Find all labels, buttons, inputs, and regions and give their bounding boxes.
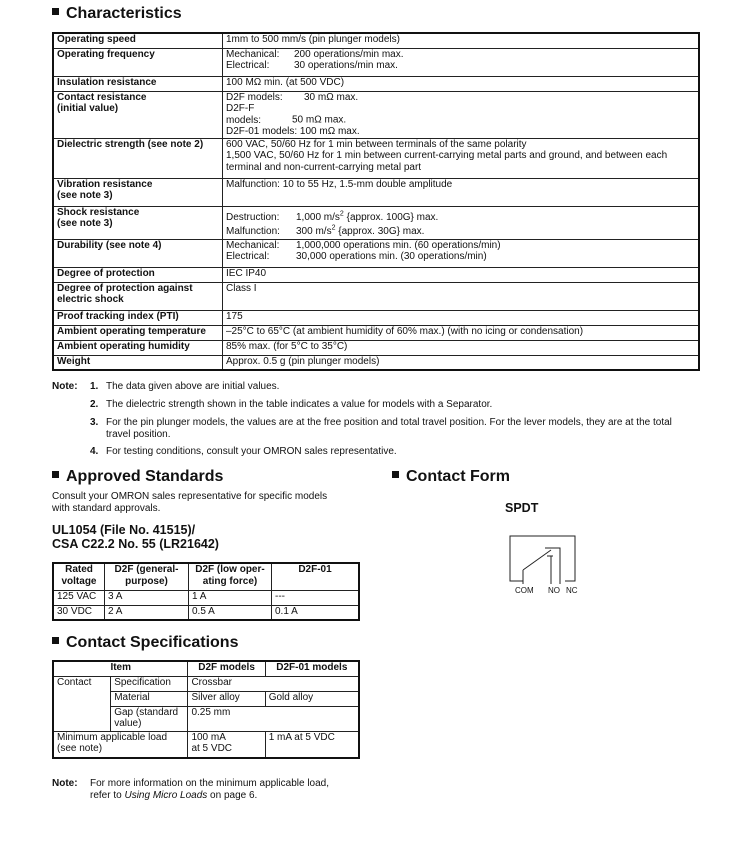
table-cell: 100 mA at 5 VDC xyxy=(188,731,265,758)
table-cell: 1 mA at 5 VDC xyxy=(265,731,359,758)
bullet-square-icon xyxy=(392,471,399,478)
table-cell: 3 A xyxy=(105,590,189,605)
table-row xyxy=(53,310,699,325)
row-label: Ambient operating humidity xyxy=(53,340,223,355)
row-value: Class I xyxy=(223,282,700,310)
contact-specifications-table xyxy=(52,660,360,759)
table-row xyxy=(53,267,699,282)
row-label: Degree of protection against electric shock xyxy=(53,282,223,310)
contact-form-heading: Contact Form xyxy=(392,468,510,486)
note-text: The data given above are initial values. xyxy=(106,381,280,392)
row-value: 100 MΩ min. (at 500 VDC) xyxy=(223,76,700,91)
table-cell: Gold alloy xyxy=(265,691,359,706)
column-header: Rated voltage xyxy=(53,563,105,590)
column-header: D2F (low oper- ating force) xyxy=(189,563,272,590)
table-row xyxy=(53,48,699,76)
table-cell: --- xyxy=(272,590,360,605)
row-value: 85% max. (for 5°C to 35°C) xyxy=(223,340,700,355)
row-value: IEC IP40 xyxy=(223,267,700,282)
note-number: 3. xyxy=(90,417,99,428)
table-header-row xyxy=(53,661,359,676)
table-row xyxy=(53,138,699,178)
table-row xyxy=(53,76,699,91)
note-number: 2. xyxy=(90,399,99,410)
table-row xyxy=(53,676,359,691)
bottom-note-text: For more information on the minimum applicable load, refer to Using Micro Loads on page 6. xyxy=(90,778,329,801)
table-cell: 30 VDC xyxy=(53,605,105,620)
table-header-row xyxy=(53,563,359,590)
approved-standards-heading: Approved Standards xyxy=(52,468,223,486)
table-row xyxy=(53,605,359,620)
approved-intro: Consult your OMRON sales representative for specific models with standard approvals. xyxy=(52,491,328,514)
row-value: Destruction: 1,000 $m/s^2$ {approx. 100G} max. Malfunction: 300 $m/s^2$ {approx. 30G} max. xyxy=(223,206,700,239)
column-header: D2F-01 xyxy=(272,563,360,590)
row-label: Dielectric strength (see note 2) xyxy=(53,138,223,178)
row-value: D2F models: 30 mΩ max. D2F-F models: 50 mΩ max. D2F-01 models: 100 mΩ max. xyxy=(223,91,700,138)
row-value: 175 xyxy=(223,310,700,325)
ul-csa-title: UL1054 (File No. 41515)/ CSA C22.2 No. 55 (LR21642) xyxy=(52,523,219,551)
table-row xyxy=(53,239,699,267)
no-label: NO xyxy=(548,586,560,595)
table-row xyxy=(53,590,359,605)
row-label: Weight xyxy=(53,355,223,370)
note-text: For testing conditions, consult your OMRON sales representative. xyxy=(106,446,397,457)
notes-label: Note: xyxy=(52,381,78,392)
row-value: Malfunction: 10 to 55 Hz, 1.5-mm double amplitude xyxy=(223,178,700,206)
column-header: D2F-01 models xyxy=(265,661,359,676)
characteristics-table xyxy=(52,32,700,371)
table-cell: 125 VAC xyxy=(53,590,105,605)
table-row xyxy=(53,325,699,340)
bottom-note-label: Note: xyxy=(52,778,78,789)
column-header: Item xyxy=(53,661,188,676)
table-cell: Material xyxy=(111,691,188,706)
row-label: Vibration resistance (see note 3) xyxy=(53,178,223,206)
table-row xyxy=(53,178,699,206)
bullet-square-icon xyxy=(52,637,59,644)
row-value: 1mm to 500 mm/s (pin plunger models) xyxy=(223,33,700,48)
table-cell: 0.5 A xyxy=(189,605,272,620)
table-cell: 0.25 mm xyxy=(188,706,359,731)
bullet-square-icon xyxy=(52,471,59,478)
row-label: Ambient operating temperature xyxy=(53,325,223,340)
table-row xyxy=(53,33,699,48)
column-header: D2F models xyxy=(188,661,265,676)
note-text: The dielectric strength shown in the table indicates a value for models with a Separator. xyxy=(106,399,493,410)
row-label: Operating frequency xyxy=(53,48,223,76)
row-label: Degree of protection xyxy=(53,267,223,282)
com-label: COM xyxy=(515,586,534,595)
row-value: Mechanical: 200 operations/min max. Electrical: 30 operations/min max. xyxy=(223,48,700,76)
table-cell: Silver alloy xyxy=(188,691,265,706)
table-cell: 1 A xyxy=(189,590,272,605)
table-cell: Specification xyxy=(111,676,188,691)
table-cell: Contact xyxy=(53,676,111,731)
table-row xyxy=(53,91,699,138)
row-value: Mechanical: 1,000,000 operations min. (60 operations/min) Electrical: 30,000 operations min. (30 operations/min) xyxy=(223,239,700,267)
note-number: 4. xyxy=(90,446,99,457)
table-cell: 0.1 A xyxy=(272,605,360,620)
row-label: Proof tracking index (PTI) xyxy=(53,310,223,325)
row-value: –25°C to 65°C (at ambient humidity of 60% max.) (with no icing or condensation) xyxy=(223,325,700,340)
contact-form-type: SPDT xyxy=(505,501,539,515)
row-label: Contact resistance (initial value) xyxy=(53,91,223,138)
note-number: 1. xyxy=(90,381,99,392)
contact-specifications-heading: Contact Specifications xyxy=(52,634,238,652)
table-row xyxy=(53,355,699,370)
row-label: Operating speed xyxy=(53,33,223,48)
table-cell: Gap (standard value) xyxy=(111,706,188,731)
table-row xyxy=(53,282,699,310)
row-label: Insulation resistance xyxy=(53,76,223,91)
nc-label: NC xyxy=(566,586,578,595)
table-cell: Crossbar xyxy=(188,676,359,691)
row-value: Approx. 0.5 g (pin plunger models) xyxy=(223,355,700,370)
note-text: For the pin plunger models, the values are at the free position and total travel position. For the lever models, they are at the total travel position. xyxy=(106,417,672,440)
row-label: Durability (see note 4) xyxy=(53,239,223,267)
row-label: Shock resistance (see note 3) xyxy=(53,206,223,239)
table-row xyxy=(53,206,699,239)
table-row xyxy=(53,731,359,758)
approved-standards-table xyxy=(52,562,360,621)
table-row xyxy=(53,340,699,355)
row-value: 600 VAC, 50/60 Hz for 1 min between terminals of the same polarity 1,500 VAC, 50/60 Hz for 1 min between current-carrying metal parts and ground, and between each terminal and non-current-carrying metal part xyxy=(223,138,700,178)
column-header: D2F (general- purpose) xyxy=(105,563,189,590)
characteristics-heading: Characteristics xyxy=(52,5,182,23)
table-cell: Minimum applicable load (see note) xyxy=(53,731,188,758)
bullet-square-icon xyxy=(52,8,59,15)
table-cell: 2 A xyxy=(105,605,189,620)
